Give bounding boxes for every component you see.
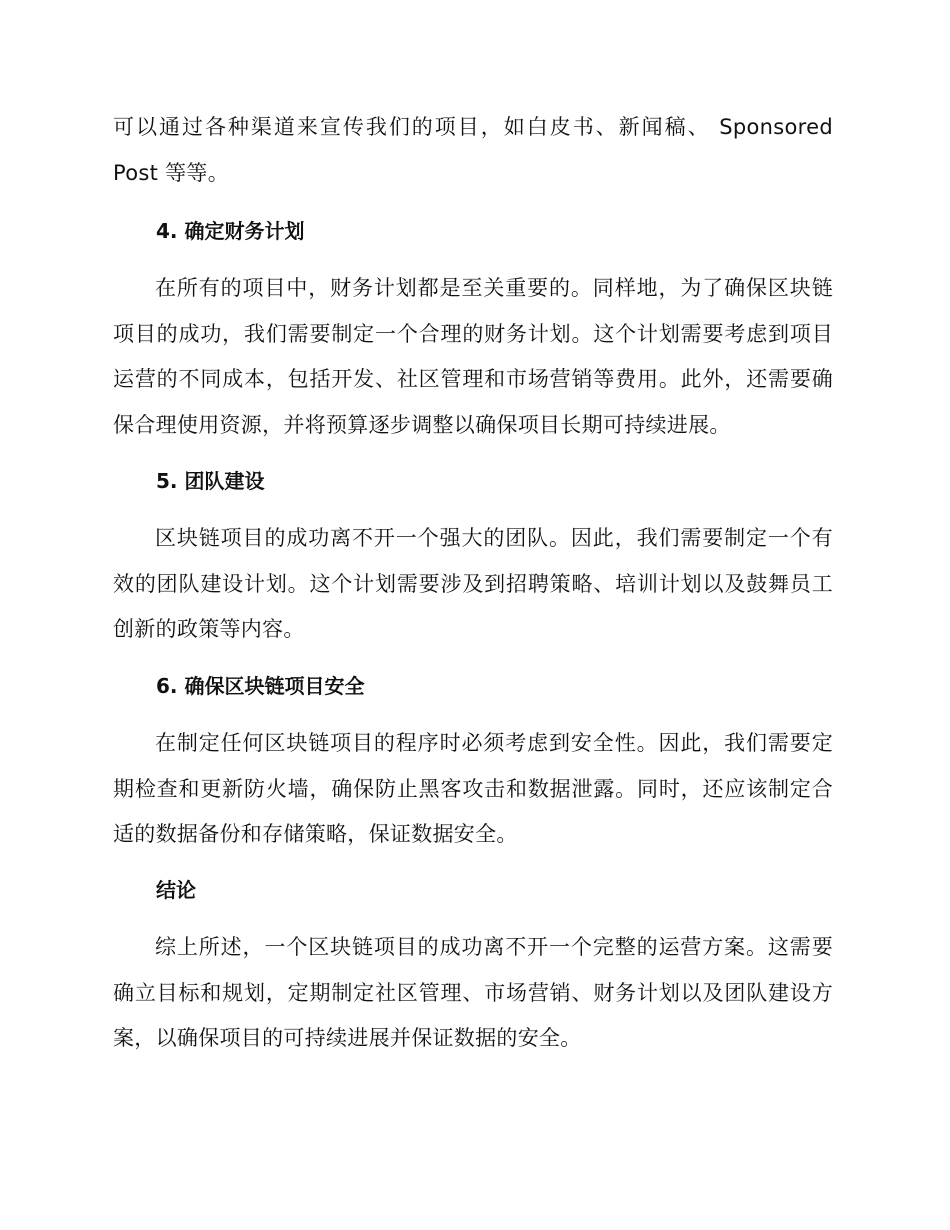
section-body-team <box>113 516 833 653</box>
section-paragraph-security: 在制定任何区块链项目的程序时必须考虑到安全性。因此，我们需要定期检查和更新防火墙，确保防止黑客攻击和数据泄露。同时，还应该制定合适的数据备份和存储策略，保证数据安全。 <box>113 731 833 846</box>
section-paragraph-finance: 在所有的项目中，财务计划都是至关重要的。同样地，为了确保区块链项目的成功，我们需要制定一个合理的财务计划。这个计划需要考虑到项目运营的不同成本，包括开发、社区管理和市场营销等费用。此外，还需要确保合理使用资源，并将预算逐步调整以确保项目长期可持续进展。 <box>113 276 833 437</box>
section-paragraph-team: 区块链项目的成功离不开一个强大的团队。因此，我们需要制定一个有效的团队建设计划。这个计划需要涉及到招聘策略、培训计划以及鼓舞员工创新的政策等内容。 <box>113 526 833 641</box>
section-heading-security: 6. 确保区块链项目安全 <box>156 674 365 698</box>
section-paragraph-conclusion: 综上所述，一个区块链项目的成功离不开一个完整的运营方案。这需要确立目标和规划，定期制定社区管理、市场营销、财务计划以及团队建设方案，以确保项目的可持续进展并保证数据的安全。 <box>113 935 833 1050</box>
intro-block <box>113 105 833 196</box>
section-body-conclusion <box>113 925 833 1062</box>
intro-paragraph: 可以通过各种渠道来宣传我们的项目，如白皮书、新闻稿、 Sponsored Post 等等。 <box>113 115 833 185</box>
section-body-security <box>113 721 833 858</box>
section-heading-team: 5. 团队建设 <box>156 469 265 493</box>
section-heading-finance: 4. 确定财务计划 <box>156 219 305 243</box>
section-body-finance <box>113 266 833 448</box>
section-heading-conclusion: 结论 <box>156 878 196 902</box>
